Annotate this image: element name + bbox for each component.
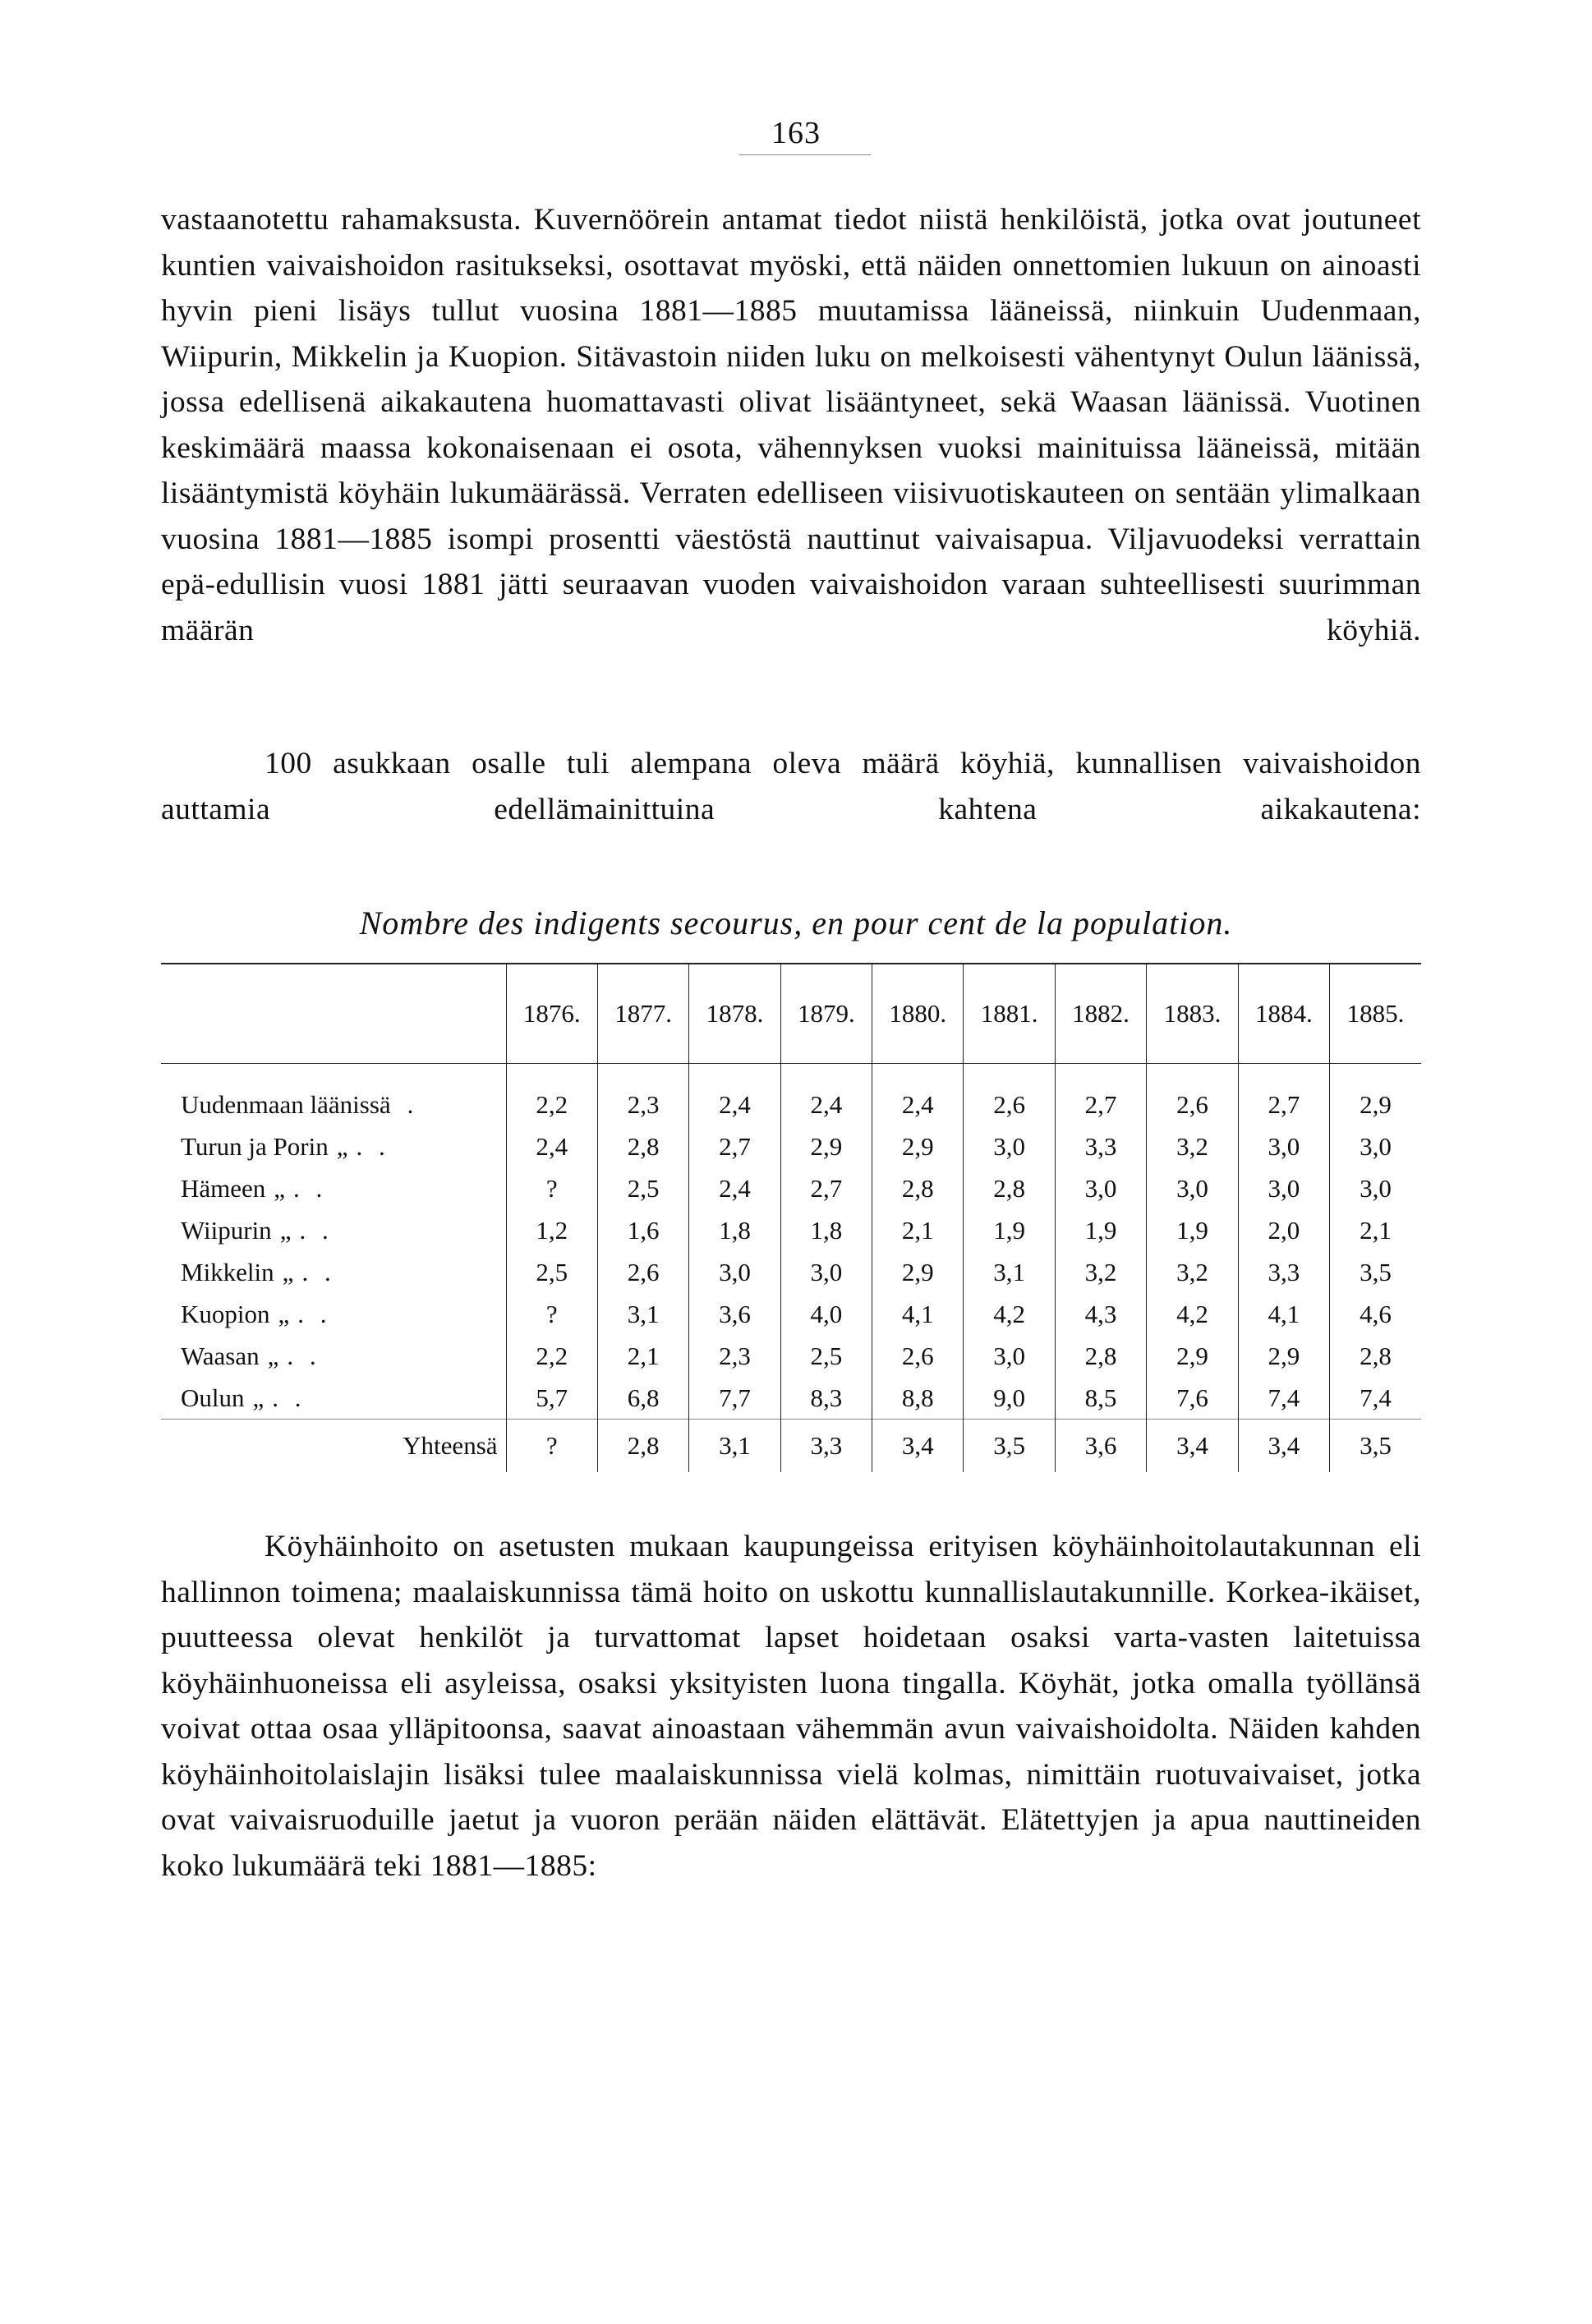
row-label bbox=[161, 1209, 506, 1251]
ditto-mark: „ bbox=[274, 1173, 286, 1203]
table-cell: 2,8 bbox=[1330, 1335, 1421, 1377]
row-label bbox=[161, 1125, 506, 1167]
table-total-row bbox=[161, 1420, 1421, 1473]
table-cell: 3,1 bbox=[964, 1251, 1055, 1293]
table-cell: 1,8 bbox=[780, 1209, 872, 1251]
table-cell: 3,0 bbox=[964, 1125, 1055, 1167]
table-cell: ? bbox=[506, 1293, 597, 1335]
region-name: Oulun bbox=[181, 1383, 245, 1412]
table-cell: 3,2 bbox=[1055, 1251, 1146, 1293]
table-cell: 2,5 bbox=[597, 1167, 688, 1209]
table-cell: 4,2 bbox=[1147, 1293, 1238, 1335]
table-cell: 3,2 bbox=[1147, 1251, 1238, 1293]
table-cell: 2,4 bbox=[689, 1084, 780, 1125]
table-cell: 2,9 bbox=[1147, 1335, 1238, 1377]
table-row bbox=[161, 1167, 1421, 1209]
header-year: 1879. bbox=[780, 964, 872, 1064]
table-cell: 3,0 bbox=[1055, 1167, 1146, 1209]
table-spacer-row bbox=[161, 1064, 1421, 1084]
paragraph-3: Köyhäinhoito on asetusten mukaan kaupungeissa erityisen köyhäinhoitolautakunnan eli hallinnon toimena; maalaiskunnissa tämä hoito on uskottu kunnallislautakunnille. Korkea-ikäiset, puutteessa olevat henkilöt ja turvattomat lapset hoidetaan osaksi varta-vasten laitetuissa köyhäinhuoneissa eli asyleissa, osaksi yksityisten luona tingalla. Köyhät, jotka omalla työllänsä voivat ottaa osaa ylläpitoonsa, saavat ainoastaan vähemmän avun vaivaishoidolta. Näiden kahden köyhäinhoitolaislajin lisäksi tulee maalaiskunnissa vielä kolmas, nimittäin ruotuvaivaiset, jotka ovat vaivaisruoduille jaetut ja vuoron perään näiden elättävät. Elätettyjen ja apua nauttineiden koko lukumäärä teki 1881—1885: bbox=[161, 1530, 1421, 1883]
ditto-mark: „ bbox=[252, 1383, 265, 1412]
table-cell: 3,2 bbox=[1147, 1125, 1238, 1167]
paragraph-1: vastaanotettu rahamaksusta. Kuvernöörein antamat tiedot niistä henkilöistä, jotka ovat joutuneet kuntien vaivaishoidon rasitukseksi, osottavat myöski, että näiden onnettomien lukuun on ainoasti hyvin pieni lisäys tullut vuosina 1881—1885 muutamissa lääneissä, niinkuin Uudenmaan, Wiipurin, Mikkelin ja Kuopion. Sitävastoin niiden luku on melkoisesti vähentynyt Oulun läänissä, jossa edellisenä aikakautena huomattavasti olivat lisääntyneet, sekä Waasan läänissä. Vuotinen keskimäärä maassa kokonaisenaan ei osota, vähennyksen vuoksi mainituissa lääneissä, mitään lisääntymistä köyhäin lukumäärässä. Verraten edelliseen viisivuotiskauteen on sentään ylimalkaan vuosina 1881—1885 isompi prosentti väestöstä nauttinut vaivaisapua. Viljavuodeksi verrattain epä-edullisin vuosi 1881 jätti seuraavan vuoden vaivaishoidon varaan suhteellisesti suurimman määrän köyhiä. bbox=[161, 203, 1421, 647]
total-cell: 3,4 bbox=[1147, 1420, 1238, 1473]
table-cell: 4,1 bbox=[1238, 1293, 1329, 1335]
table-cell: 1,2 bbox=[506, 1209, 597, 1251]
region-name: Waasan bbox=[181, 1341, 260, 1370]
table-cell: 2,8 bbox=[1055, 1335, 1146, 1377]
table-cell: 9,0 bbox=[964, 1377, 1055, 1420]
leader-dots: . . bbox=[356, 1131, 390, 1161]
table-cell: 2,1 bbox=[1330, 1209, 1421, 1251]
table-cell: 2,1 bbox=[597, 1335, 688, 1377]
ditto-mark: „ bbox=[279, 1215, 292, 1245]
table-cell: 2,8 bbox=[964, 1167, 1055, 1209]
table-cell: 3,0 bbox=[964, 1335, 1055, 1377]
header-year: 1881. bbox=[964, 964, 1055, 1064]
table-cell: 1,9 bbox=[964, 1209, 1055, 1251]
table-cell: 3,0 bbox=[1238, 1167, 1329, 1209]
table-cell: 2,9 bbox=[780, 1125, 872, 1167]
table-row bbox=[161, 1293, 1421, 1335]
table-cell: 2,7 bbox=[780, 1167, 872, 1209]
table-cell: 2,4 bbox=[506, 1125, 597, 1167]
table-cell: 7,4 bbox=[1238, 1377, 1329, 1420]
table-cell: 1,9 bbox=[1147, 1209, 1238, 1251]
table-cell: 2,6 bbox=[872, 1335, 964, 1377]
table-cell: 3,0 bbox=[689, 1251, 780, 1293]
table-header-row bbox=[161, 964, 1421, 1064]
table-cell: 7,6 bbox=[1147, 1377, 1238, 1420]
row-label bbox=[161, 1251, 506, 1293]
table-cell: 3,3 bbox=[1055, 1125, 1146, 1167]
table-cell: 2,4 bbox=[689, 1167, 780, 1209]
table-cell: 2,6 bbox=[964, 1084, 1055, 1125]
table-cell: 3,0 bbox=[1147, 1167, 1238, 1209]
table-cell: 2,2 bbox=[506, 1335, 597, 1377]
total-cell: 3,6 bbox=[1055, 1420, 1146, 1473]
page-number: 163 bbox=[771, 116, 821, 150]
table-row bbox=[161, 1377, 1421, 1420]
table-cell: 2,3 bbox=[597, 1084, 688, 1125]
table-cell: 2,9 bbox=[872, 1125, 964, 1167]
header-year: 1876. bbox=[506, 964, 597, 1064]
indigents-table bbox=[161, 963, 1421, 1472]
ditto-mark: „ bbox=[267, 1341, 279, 1370]
paragraph-2: 100 asukkaan osalle tuli alempana oleva määrä köyhiä, kunnallisen vaivaishoidon auttamia edellämainittuina kahtena aikakautena: bbox=[161, 747, 1421, 826]
header-year: 1885. bbox=[1330, 964, 1421, 1064]
row-label bbox=[161, 1293, 506, 1335]
table-cell: 3,3 bbox=[1238, 1251, 1329, 1293]
table-cell: 2,1 bbox=[872, 1209, 964, 1251]
table-cell: 2,6 bbox=[597, 1251, 688, 1293]
table-cell: 3,0 bbox=[780, 1251, 872, 1293]
header-year: 1882. bbox=[1055, 964, 1146, 1064]
table-cell: 2,9 bbox=[1238, 1335, 1329, 1377]
total-cell: ? bbox=[506, 1420, 597, 1473]
table-cell: 3,6 bbox=[689, 1293, 780, 1335]
table-cell: 2,2 bbox=[506, 1084, 597, 1125]
table-cell: 2,3 bbox=[689, 1335, 780, 1377]
table-cell: 1,9 bbox=[1055, 1209, 1146, 1251]
table-cell: 2,5 bbox=[780, 1335, 872, 1377]
region-name: Wiipurin bbox=[181, 1215, 272, 1245]
page-number-rule bbox=[739, 154, 871, 155]
header-year: 1878. bbox=[689, 964, 780, 1064]
region-name: Kuopion bbox=[181, 1299, 270, 1328]
table-caption: Nombre des indigents secourus, en pour cent de la population. bbox=[359, 904, 1233, 941]
total-cell: 3,3 bbox=[780, 1420, 872, 1473]
leader-dots: . . bbox=[287, 1341, 321, 1370]
row-label bbox=[161, 1084, 506, 1125]
header-year: 1877. bbox=[597, 964, 688, 1064]
table-cell: 6,8 bbox=[597, 1377, 688, 1420]
row-label bbox=[161, 1335, 506, 1377]
table-cell: 2,8 bbox=[872, 1167, 964, 1209]
table-cell: 3,0 bbox=[1330, 1167, 1421, 1209]
leader-dots: . . bbox=[297, 1299, 332, 1328]
table-row bbox=[161, 1084, 1421, 1125]
table-cell: 4,3 bbox=[1055, 1293, 1146, 1335]
table-cell: 5,7 bbox=[506, 1377, 597, 1420]
total-cell: 3,5 bbox=[1330, 1420, 1421, 1473]
table-cell: 4,6 bbox=[1330, 1293, 1421, 1335]
table-cell: 4,0 bbox=[780, 1293, 872, 1335]
table-cell: 2,9 bbox=[1330, 1084, 1421, 1125]
table-cell: 8,5 bbox=[1055, 1377, 1146, 1420]
leader-dots: . . bbox=[293, 1173, 328, 1203]
table-cell: 2,7 bbox=[1055, 1084, 1146, 1125]
table-cell: 2,6 bbox=[1147, 1084, 1238, 1125]
ditto-mark: „ bbox=[278, 1299, 290, 1328]
total-cell: 3,4 bbox=[872, 1420, 964, 1473]
region-name: Uudenmaan läänissä bbox=[181, 1089, 391, 1119]
table-cell: 2,7 bbox=[1238, 1084, 1329, 1125]
region-name: Mikkelin bbox=[181, 1257, 274, 1286]
table-cell: 2,0 bbox=[1238, 1209, 1329, 1251]
total-label: Yhteensä bbox=[161, 1420, 506, 1473]
ditto-mark: „ bbox=[336, 1131, 348, 1161]
total-cell: 3,1 bbox=[689, 1420, 780, 1473]
ditto-mark: „ bbox=[282, 1257, 294, 1286]
table-cell: 7,4 bbox=[1330, 1377, 1421, 1420]
total-cell: 3,4 bbox=[1238, 1420, 1329, 1473]
total-cell: 3,5 bbox=[964, 1420, 1055, 1473]
header-year: 1880. bbox=[872, 964, 964, 1064]
table-cell: 4,2 bbox=[964, 1293, 1055, 1335]
header-year: 1883. bbox=[1147, 964, 1238, 1064]
table-cell: 8,8 bbox=[872, 1377, 964, 1420]
table-row bbox=[161, 1335, 1421, 1377]
region-name: Hämeen bbox=[181, 1173, 266, 1203]
table-cell: 2,4 bbox=[872, 1084, 964, 1125]
leader-dots: . . bbox=[299, 1215, 334, 1245]
region-name: Turun ja Porin bbox=[181, 1131, 329, 1161]
table-cell: 2,4 bbox=[780, 1084, 872, 1125]
table-cell: 2,8 bbox=[597, 1125, 688, 1167]
table-body bbox=[161, 1064, 1421, 1473]
table-cell: 1,6 bbox=[597, 1209, 688, 1251]
table-cell: ? bbox=[506, 1167, 597, 1209]
table-cell: 3,0 bbox=[1238, 1125, 1329, 1167]
row-label bbox=[161, 1377, 506, 1420]
row-label bbox=[161, 1167, 506, 1209]
table-cell: 3,5 bbox=[1330, 1251, 1421, 1293]
table-cell: 3,1 bbox=[597, 1293, 688, 1335]
leader-dots: . . bbox=[272, 1383, 306, 1412]
table-cell: 3,0 bbox=[1330, 1125, 1421, 1167]
table-cell: 2,7 bbox=[689, 1125, 780, 1167]
total-cell: 2,8 bbox=[597, 1420, 688, 1473]
table-cell: 2,9 bbox=[872, 1251, 964, 1293]
table-row bbox=[161, 1209, 1421, 1251]
table-cell: 1,8 bbox=[689, 1209, 780, 1251]
leader-dots: . . bbox=[301, 1257, 336, 1286]
header-region bbox=[161, 964, 506, 1064]
table-cell: 4,1 bbox=[872, 1293, 964, 1335]
table-cell: 8,3 bbox=[780, 1377, 872, 1420]
leader-dots: . bbox=[407, 1089, 419, 1119]
header-year: 1884. bbox=[1238, 964, 1329, 1064]
table-row bbox=[161, 1125, 1421, 1167]
table-cell: 7,7 bbox=[689, 1377, 780, 1420]
table-cell: 2,5 bbox=[506, 1251, 597, 1293]
table-row bbox=[161, 1251, 1421, 1293]
